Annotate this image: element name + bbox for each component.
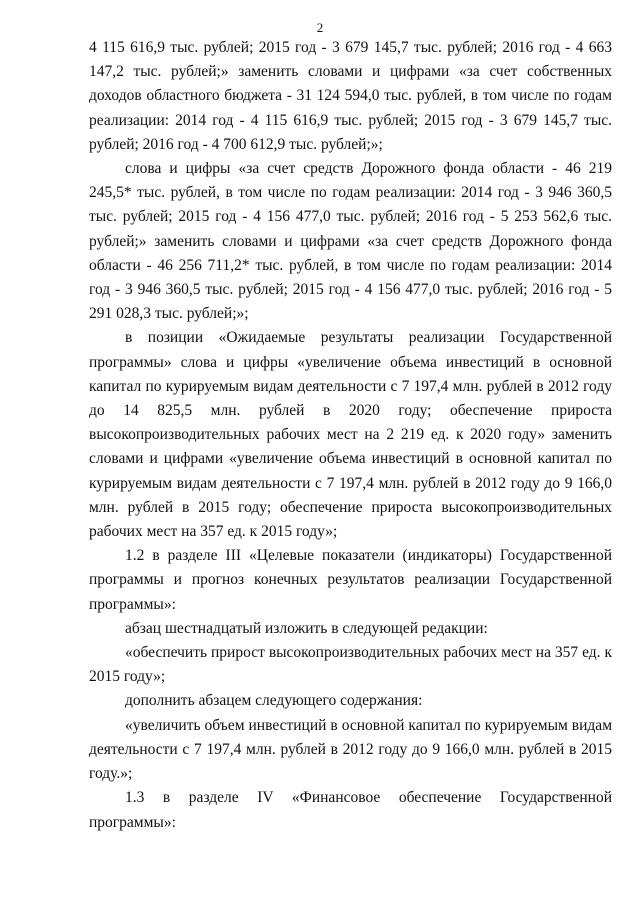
page-number: 2 xyxy=(316,20,324,35)
document-body xyxy=(89,36,612,835)
paragraph-add-abzac: дополнить абзацем следующего содержания: xyxy=(125,692,423,710)
paragraph-expected-results: в позиции «Ожидаемые результаты реализации Государственной программы» слова и цифры «увеличение объема инвестиций в основной капитал по курируемым видам деятельности с 7 197,4 млн. рублей в 2012 году до 14 825,5 млн. рублей в 2020 году; обеспечение прироста высокопроизводительных рабочих мест на 2 219 ед. к 2020 году» заменить словами и цифрами «увеличение объема инвестиций в основной капитал по курируемым видам деятельности с 7 197,4 млн. рублей в 2012 году до 9 166,0 млн. рублей в 2015 году; обеспечение прироста высокопроизводительных рабочих мест на 357 ед. к 2015 году»; xyxy=(89,329,612,541)
paragraph-section-3: 1.2 в разделе III «Целевые показатели (индикаторы) Государственной программы и прогноз конечных результатов реализации Государственной программы»: xyxy=(89,547,612,613)
paragraph-abzac-16: абзац шестнадцатый изложить в следующей редакции: xyxy=(125,619,488,637)
paragraph-continuation: 4 115 616,9 тыс. рублей; 2015 год - 3 679 145,7 тыс. рублей; 2016 год - 4 663 147,2 тыс. рублей;» заменить словами и цифрами «за счет собственных доходов областного бюджета - 31 124 594,0 тыс. рублей, в том числе по годам реализации: 2014 год - 4 115 616,9 тыс. рублей; 2015 год - 3 679 145,7 тыс. рублей; 2016 год - 4 700 612,9 тыс. рублей;»; xyxy=(89,39,612,153)
paragraph-section-4: 1.3 в разделе IV «Финансовое обеспечение Государственной программы»: xyxy=(89,789,612,831)
paragraph-quote-jobs: «обеспечить прирост высокопроизводительных рабочих мест на 357 ед. к 2015 году»; xyxy=(89,644,612,686)
paragraph-road-fund: слова и цифры «за счет средств Дорожного фонда области - 46 219 245,5* тыс. рублей, в том числе по годам реализации: 2014 год - 3 946 360,5 тыс. рублей; 2015 год - 4 156 477,0 тыс. рублей; 2016 год - 5 253 562,6 тыс. рублей;» заменить словами и цифрами «за счет средств Дорожного фонда области - 46 256 711,2* тыс. рублей, в том числе по годам реализации: 2014 год - 3 946 360,5 тыс. рублей; 2015 год - 4 156 477,0 тыс. рублей; 2016 год - 5 291 028,3 тыс. рублей;»; xyxy=(89,160,612,323)
paragraph-quote-investment: «увеличить объем инвестиций в основной капитал по курируемым видам деятельности с 7 197,4 млн. рублей в 2012 году до 9 166,0 млн. рублей в 2015 году.»; xyxy=(89,716,612,783)
